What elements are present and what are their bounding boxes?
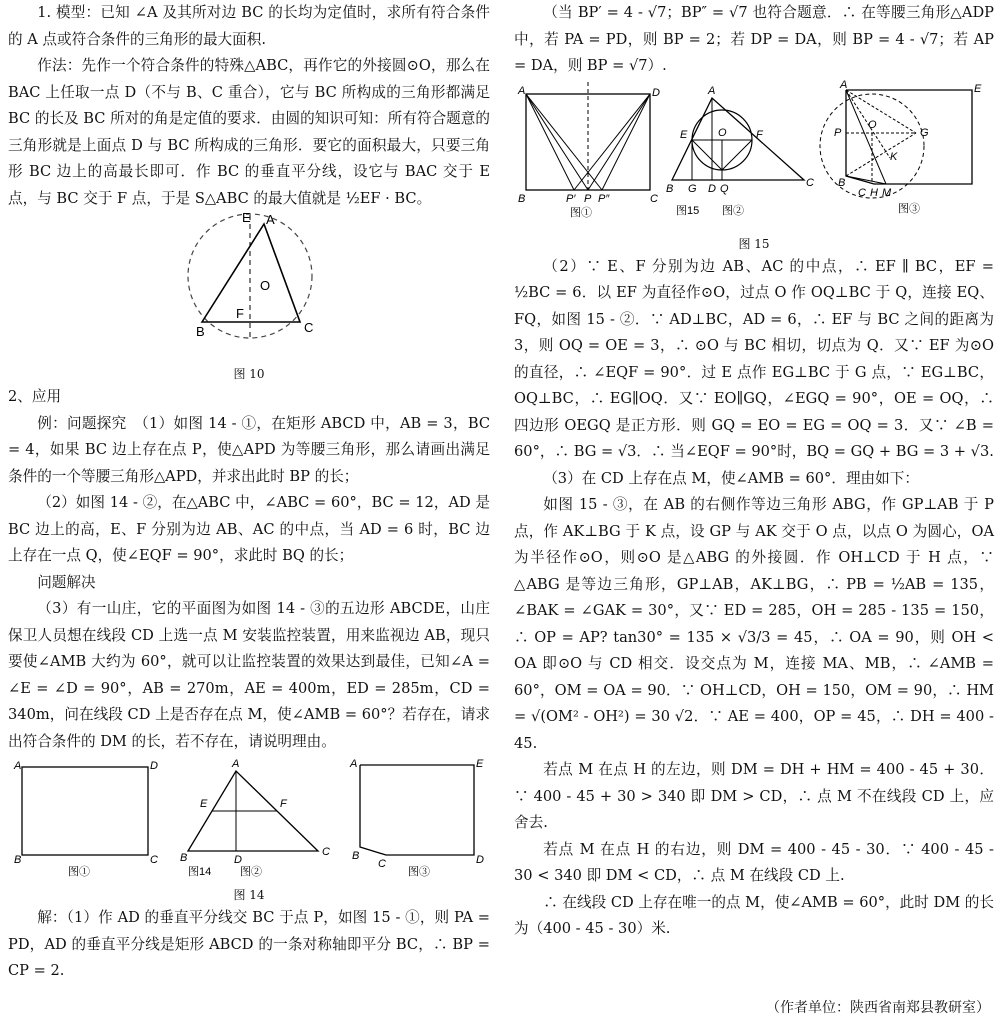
figure-15 bbox=[514, 80, 994, 230]
fig15-1-label-D: D bbox=[652, 86, 660, 99]
fig14-3-label-E: E bbox=[476, 758, 484, 770]
application-heading: 2、应用 bbox=[8, 388, 62, 405]
fig15-1-label-P: P bbox=[584, 192, 592, 205]
figure-14-caption: 图 14 bbox=[233, 888, 265, 902]
author-affiliation: （作者单位：陕西省南郑县教研室） bbox=[766, 1000, 990, 1016]
figure-14 bbox=[8, 755, 490, 881]
fig14-1-caption: 图① bbox=[68, 866, 90, 878]
fig14-2-label-E: E bbox=[200, 798, 208, 810]
example-1: 例：问题探究 （1）如图 14 - ①，在矩形 ABCD 中，AB = 3，BC = 4，如果 BC 边上存在点 P，使△APD 为等腰三角形，那么请画出满足条件的一个等腰三角形△APD，并求出此时 BP 的长； bbox=[8, 414, 490, 485]
problem-solving-heading: 问题解决 bbox=[37, 573, 96, 591]
solution-3-heading: （3）在 CD 上存在点 M，使∠AMB = 60°．理由如下： bbox=[543, 469, 919, 487]
figure-10-caption: 图 10 bbox=[233, 367, 265, 381]
fig14-3-label-C: C bbox=[378, 858, 386, 870]
fig15-1-label-B: B bbox=[518, 192, 526, 205]
fig14-2-label-C: C bbox=[322, 846, 330, 858]
figure-15-caption: 图 15 bbox=[738, 236, 770, 251]
fig15-2-side-caption: 图15 bbox=[676, 204, 700, 217]
fig15-3-label-G: G bbox=[920, 126, 929, 139]
solution-1-continued: （当 BP′ = 4 - √7；BP″ = √7 也符合题意．∴ 在等腰三角形△ADP 中，若 PA = PD，则 BP = 2；若 DP = DA，则 BP = 4 - √7；若 AP = DA，则 BP = √7）. bbox=[514, 4, 994, 74]
fig15-3-label-P: P bbox=[834, 126, 842, 139]
fig10-label-F: F bbox=[236, 306, 244, 321]
fig15-2-label-D: D bbox=[708, 182, 716, 195]
fig15-3-label-C: C bbox=[858, 186, 866, 199]
solution-2: （2）∵ E、F 分别为边 AB、AC 的中点，∴ EF ∥ BC，EF = ½BC = 6．以 EF 为直径作⊙O，过点 O 作 OQ⊥BC 于 Q，连接 EQ、FQ，如图 15 - ②．∵ AD⊥BC，AD = 6，∴ EF 与 BC 之间的距离为 3，则 OQ = OE = 3，∴ ⊙O 与 BC 相切，切点为 Q．又∵ EF 为⊙O 的直径，∴ ∠EQF = 90°．过 E 点作 EG⊥BC 于 G 点，∵ EG⊥BC，OQ⊥BC，∴ EG∥OQ．又∵ EO∥GQ，∠EGQ = 90°，OE = OQ，∴ 四边形 OEGQ 是正方形．则 GQ = EO = EG = OQ = 3．又∵ ∠B = 60°，∴ BG = √3．∴ 当∠EQF = 90°时，BQ = GQ + BG = 3 + √3. bbox=[514, 257, 994, 460]
fig10-label-A: A bbox=[266, 212, 275, 227]
fig15-3-label-H: H bbox=[870, 186, 878, 199]
method-paragraph: 作法：先作一个符合条件的特殊△ABC，再作它的外接圆⊙O，那么在 BAC 上任取一点 D（不与 B、C 重合），它与 BC 所构成的三角形都满足 BC 的长及 BC 所对的角是定值的要求．由圆的知识可知：所有符合题意的三角形就是上面点 D 与 BC 所构成的三角形．要它的面积最大，只要三角形 BC 边上的高最长即可．作 BC 的垂直平分线，设它与 BAC 交于 E 点，与 BC 交于 F 点，于是 S△ABC 的最大值就是 ½EF · BC。 bbox=[8, 57, 490, 207]
fig15-2-label-F: F bbox=[756, 128, 763, 141]
fig10-label-C: C bbox=[304, 320, 314, 335]
fig14-1-label-B: B bbox=[14, 854, 22, 866]
left-column bbox=[8, 0, 490, 985]
fig14-2-label-D: D bbox=[234, 854, 242, 866]
fig14-2-side-caption: 图14 bbox=[188, 866, 212, 878]
fig15-1-caption: 图① bbox=[570, 206, 592, 219]
fig14-2-label-B: B bbox=[180, 852, 188, 864]
fig14-1-label-D: D bbox=[150, 760, 158, 772]
model-paragraph: 1. 模型：已知 ∠A 及其所对边 BC 的长均为定值时，求所有符合条件的 A 点或符合条件的三角形的最大面积. bbox=[8, 4, 490, 48]
example-3: （3）有一山庄，它的平面图为如图 14 - ③的五边形 ABCDE，山庄保卫人员想在线段 CD 上选一点 M 安装监控装置，用来监视边 AB，现只要使∠AMB 大约为 60°，就可以让监控装置的效果达到最佳，已知∠A = ∠E = ∠D = 90°，AB = 270m，AE = 400m，ED = 285m，CD = 340m，问在线段 CD 上是否存在点 M，使∠AMB = 60°？若存在，请求出符合条件的 DM 的长，若不存在，请说明理由。 bbox=[8, 600, 490, 750]
fig15-3-label-E: E bbox=[974, 82, 982, 95]
fig15-2-label-C: C bbox=[806, 176, 814, 189]
fig14-2-caption: 图② bbox=[240, 866, 262, 878]
fig14-2-label-A: A bbox=[232, 758, 240, 770]
fig15-1-label-P1: P′ bbox=[566, 192, 576, 205]
fig14-1-label-C: C bbox=[150, 854, 158, 866]
fig15-2-label-E: E bbox=[680, 128, 688, 141]
fig10-label-O: O bbox=[260, 278, 271, 293]
fig15-3-label-O: O bbox=[868, 118, 877, 131]
fig15-2-caption: 图② bbox=[722, 204, 744, 217]
solution-3-body: 如图 15 - ③，在 AB 的右侧作等边三角形 ABG，作 GP⊥AB 于 P 点，作 AK⊥BG 于 K 点，设 GP 与 AK 交于 O 点，以点 O 为圆心，OA 为半径作⊙O，则⊙O 是△ABG 的外接圆．作 OH⊥CD 于 H 点，∵ △ABG 是等边三角形，GP⊥AB，AK⊥BG，∴ PB = ½AB = 135，∠BAK = ∠GAK = 30°，又∵ ED = 285，OH = 285 - 135 = 150，∴ OP = AP? tan30° = 135 × √3/3 = 45，∴ OA = 90，则 OH < OA 即⊙O 与 CD 相交．设交点为 M，连接 MA、MB，∴ ∠AMB = 60°，OM = OA = 90．∵ OH⊥CD，OH = 150，OM = 90，∴ HM = √(OM² - OH²) = 30 √2．∵ AE = 400，OP = 45，∴ DH = 400 - 45. bbox=[514, 496, 994, 752]
fig14-3-label-D: D bbox=[476, 854, 484, 866]
fig10-label-E: E bbox=[242, 212, 251, 225]
fig14-2-label-F: F bbox=[280, 798, 287, 810]
example-2: （2）如图 14 - ②，在△ABC 中，∠ABC = 60°，BC = 12，AD 是 BC 边上的高，E、F 分别为边 AB、AC 的中点，当 AD = 6 时，BC 边上存在一点 Q，使∠EQF = 90°，求此时 BQ 的长； bbox=[8, 494, 490, 564]
fig15-3-caption: 图③ bbox=[898, 202, 920, 215]
figure-10 bbox=[8, 212, 490, 360]
fig15-3-label-K: K bbox=[890, 150, 898, 163]
fig14-3-label-A: A bbox=[350, 758, 358, 770]
fig14-3-caption: 图③ bbox=[408, 866, 430, 878]
fig15-3-label-M: M bbox=[882, 186, 892, 199]
solution-3-case-right: 若点 M 在点 H 的右边，则 DM = 400 - 45 - 30．∵ 400 - 45 - 30 < 340 即 DM < CD，∴ 点 M 在线段 CD 上. bbox=[514, 840, 994, 884]
right-column bbox=[514, 0, 994, 943]
fig15-2-label-O: O bbox=[718, 126, 727, 139]
fig15-2-label-Q: Q bbox=[720, 182, 729, 195]
fig10-label-B: B bbox=[196, 324, 205, 339]
fig15-3-label-B: B bbox=[838, 176, 846, 189]
solution-1: 解：（1）作 AD 的垂直平分线交 BC 于点 P，如图 15 - ①，则 PA = PD，AD 的垂直平分线是矩形 ABCD 的一条对称轴即平分 BC，∴ BP = CP = 2. bbox=[8, 909, 490, 979]
fig14-1-label-A: A bbox=[14, 760, 22, 772]
solution-3-case-left: 若点 M 在点 H 的左边，则 DM = DH + HM = 400 - 45 + 30．∵ 400 - 45 + 30 > 340 即 DM > CD，∴ 点 M 不在线段 CD 上，应舍去. bbox=[514, 761, 994, 831]
fig15-1-label-C: C bbox=[650, 192, 658, 205]
fig15-1-label-P2: P″ bbox=[598, 192, 610, 205]
fig15-2-label-A: A bbox=[708, 84, 716, 97]
fig15-3-label-A: A bbox=[840, 79, 848, 91]
fig14-3-label-B: B bbox=[352, 850, 360, 862]
solution-3-conclusion: ∴ 在线段 CD 上存在唯一的点 M，使∠AMB = 60°，此时 DM 的长为（400 - 45 - 30）米. bbox=[514, 893, 994, 937]
fig15-2-label-B: B bbox=[666, 182, 674, 195]
fig15-2-label-G: G bbox=[688, 182, 697, 195]
fig15-1-label-A: A bbox=[518, 84, 526, 97]
